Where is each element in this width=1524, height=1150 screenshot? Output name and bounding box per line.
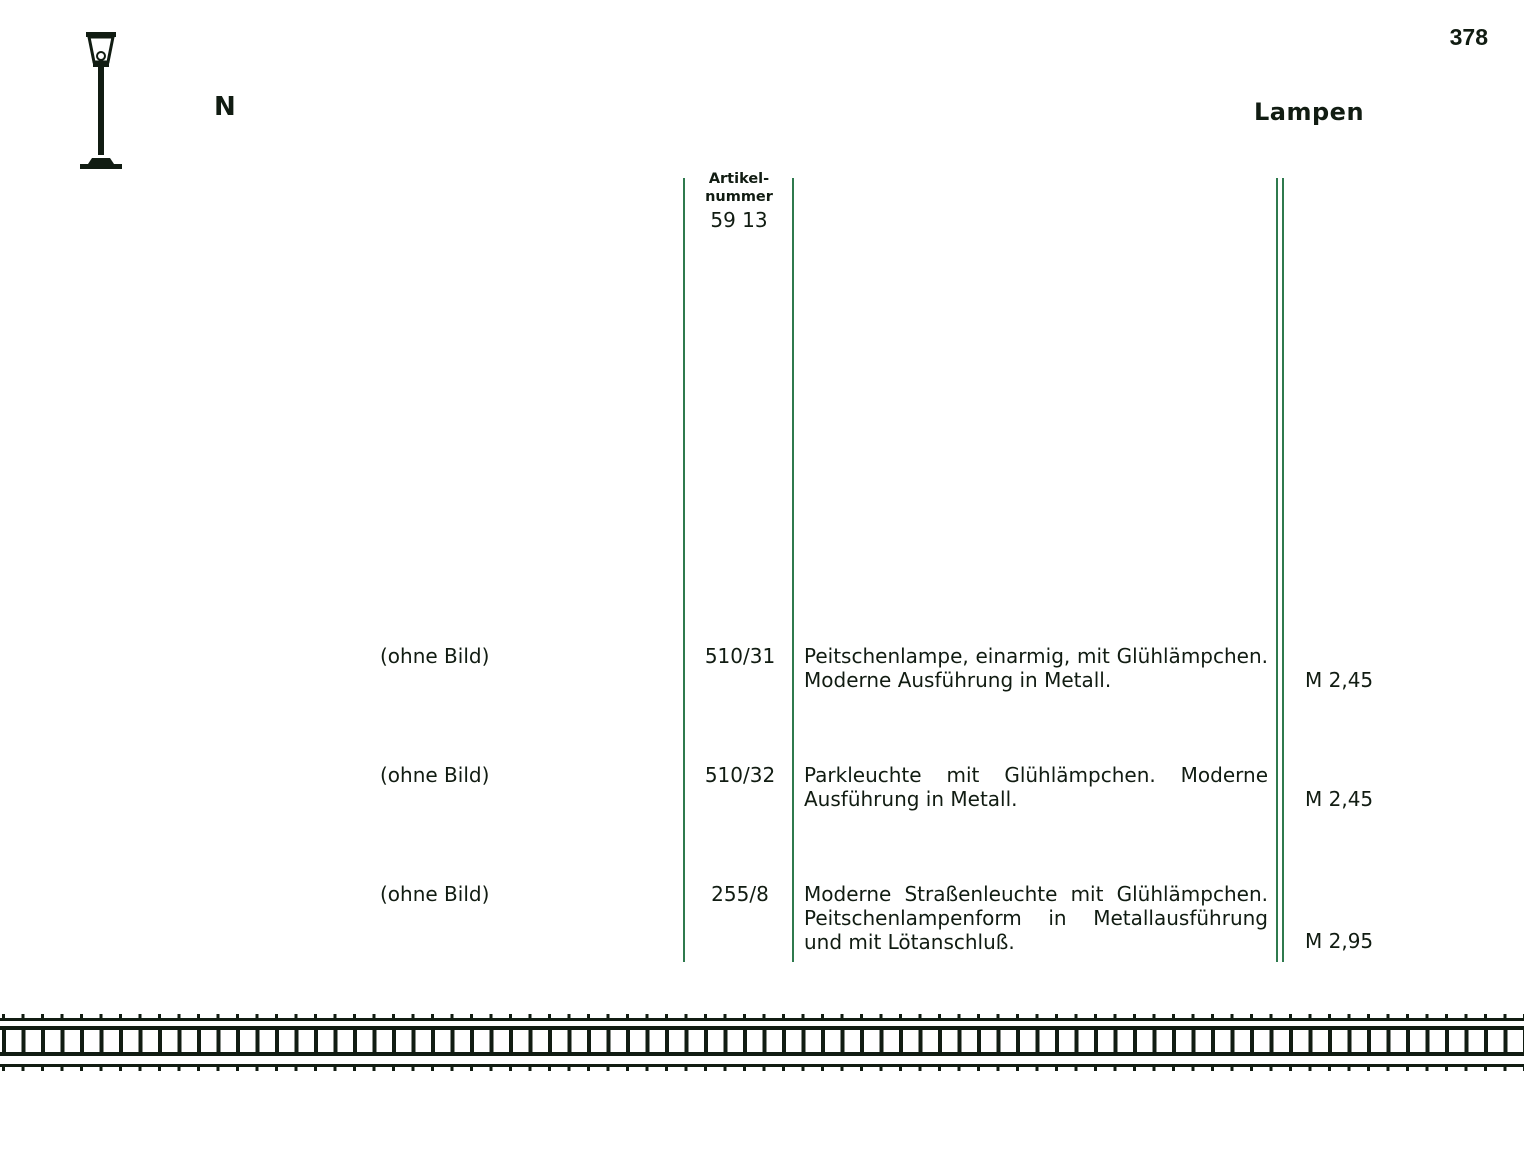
row-3-article: 255/8 xyxy=(711,882,769,906)
row-2-price: M 2,45 xyxy=(1305,787,1374,811)
page-number: 378 xyxy=(1449,24,1488,50)
column-rule-left xyxy=(683,178,685,962)
row-1-price: M 2,45 xyxy=(1305,668,1374,692)
row-1-article: 510/31 xyxy=(704,644,776,668)
section-title: Lampen xyxy=(1254,98,1365,126)
row-2-description: Parkleuchte mit Glühlämpchen. Moderne Ausführung in Metall. xyxy=(804,763,1268,811)
article-header-line2: nummer xyxy=(705,189,773,205)
row-2-label: (ohne Bild) xyxy=(380,763,490,787)
column-rule-middle xyxy=(792,178,794,962)
row-3-label: (ohne Bild) xyxy=(380,882,490,906)
article-header-line1: Artikel- xyxy=(708,171,770,187)
row-3-description: Moderne Straßenleuchte mit Glühlämpchen. Peitschenlampenform in Metallausführung und mit Lötanschluß. xyxy=(804,882,1268,954)
scale-letter: N xyxy=(214,92,236,122)
article-header-number: 59 13 xyxy=(710,208,768,232)
row-2-article: 510/32 xyxy=(704,763,776,787)
column-rule-right-double xyxy=(1282,178,1284,962)
street-lamp-icon xyxy=(78,30,124,170)
railway-track-icon xyxy=(0,1012,1524,1078)
column-rule-right xyxy=(1276,178,1278,962)
row-3-price: M 2,95 xyxy=(1305,929,1374,953)
article-column-header xyxy=(686,170,792,206)
row-1-description: Peitschenlampe, einarmig, mit Glühlämpchen. Moderne Ausführung in Metall. xyxy=(804,644,1268,692)
row-1-label: (ohne Bild) xyxy=(380,644,490,668)
